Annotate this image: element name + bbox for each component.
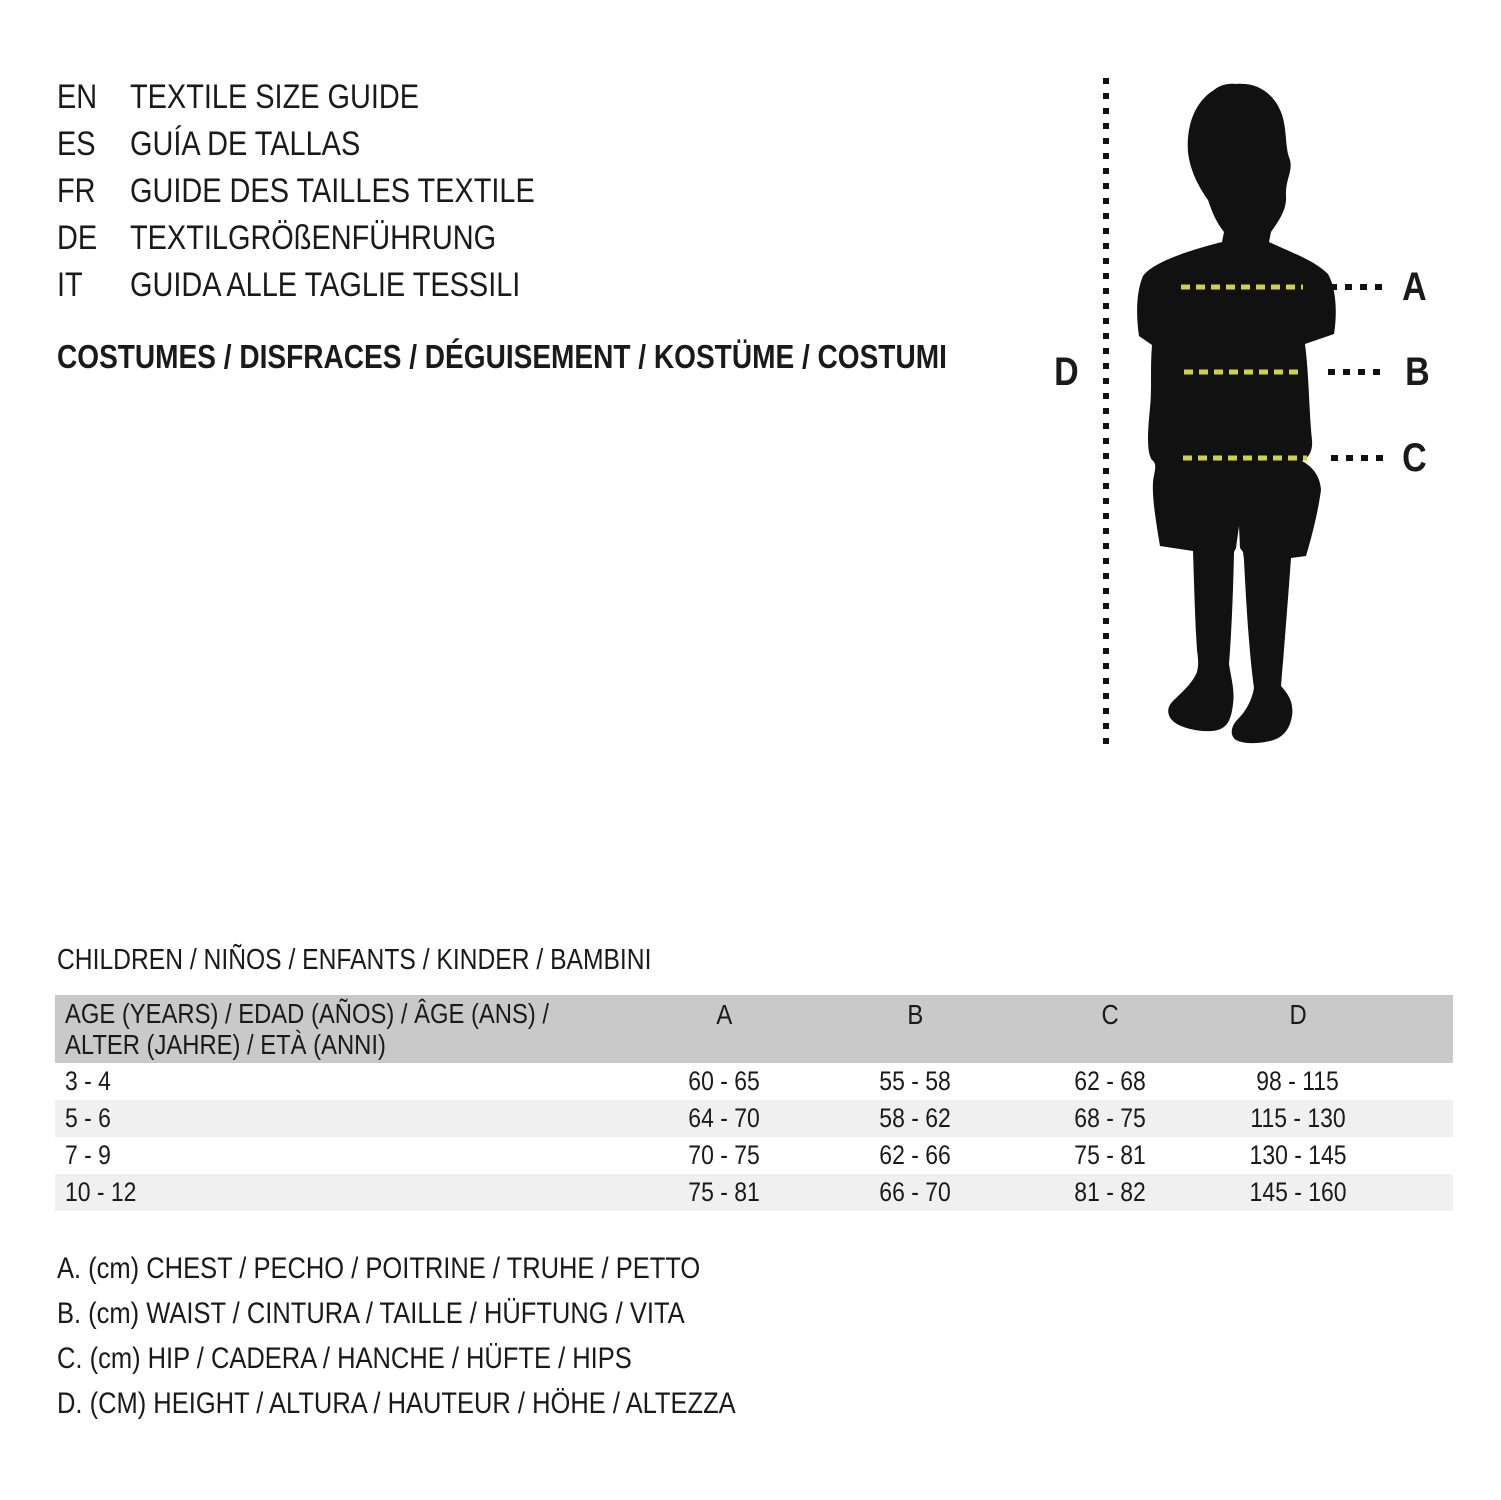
height-cell: 98 - 115 [1256,1066,1340,1096]
age-cell: 5 - 6 [65,1103,111,1133]
chest-cell: 70 - 75 [688,1140,760,1170]
hip-cell: 62 - 68 [1074,1066,1146,1096]
height-cell: 145 - 160 [1249,1177,1347,1207]
lang-row-es [57,121,606,168]
waist-cell: 55 - 58 [879,1066,951,1096]
column-header-c: C [1101,999,1119,1030]
chest-cell: 75 - 81 [688,1177,760,1207]
height-cell: 130 - 145 [1249,1140,1347,1170]
waist-cell: 58 - 62 [879,1103,951,1133]
hip-cell: 68 - 75 [1074,1103,1146,1133]
column-header-b: B [907,999,923,1030]
child-silhouette-figure [1040,60,1460,760]
lang-row-it [57,262,606,309]
lang-code-es: ES [57,125,96,163]
category-heading: COSTUMES / DISFRACES / DÉGUISEMENT / KOSTÜME / COSTUMI [57,338,947,375]
legend-chest: A. (cm) CHEST / PECHO / POITRINE / TRUHE / PETTO [57,1252,701,1285]
table-row [55,1174,1453,1211]
lang-row-fr [57,168,606,215]
measure-label-waist: B [1404,350,1430,394]
lang-code-it: IT [57,266,83,304]
legend-waist: B. (cm) WAIST / CINTURA / TAILLE / HÜFTUNG / VITA [57,1297,685,1330]
lang-title-en: TEXTILE SIZE GUIDE [130,78,420,116]
legend-height: D. (CM) HEIGHT / ALTURA / HAUTEUR / HÖHE / ALTEZZA [57,1387,736,1420]
legend-hip: C. (cm) HIP / CADERA / HANCHE / HÜFTE / HIPS [57,1342,632,1375]
age-cell: 10 - 12 [65,1177,137,1207]
waist-cell: 62 - 66 [879,1140,951,1170]
measurement-legend [57,1246,855,1426]
lang-row-en [57,74,606,121]
lang-title-de: TEXTILGRÖßENFÜHRUNG [130,219,497,257]
age-column-header: AGE (YEARS) / EDAD (AÑOS) / ÂGE (ANS) / ALTER (JAHRE) / ETÀ (ANNI) [65,998,550,1060]
chest-cell: 60 - 65 [688,1066,760,1096]
measure-label-hip: C [1401,436,1427,480]
lang-code-fr: FR [57,172,96,210]
measure-label-height: D [1053,350,1079,394]
height-cell: 115 - 130 [1250,1103,1346,1133]
age-cell: 3 - 4 [65,1066,111,1096]
size-table [55,995,1453,1211]
measure-label-chest: A [1401,265,1427,309]
lang-title-it: GUIDA ALLE TAGLIE TESSILI [130,266,521,304]
language-title-list [57,74,606,309]
hip-cell: 81 - 82 [1074,1177,1146,1207]
table-row [55,1100,1453,1137]
age-cell: 7 - 9 [65,1140,111,1170]
lang-title-es: GUÍA DE TALLAS [130,125,361,163]
waist-cell: 66 - 70 [879,1177,951,1207]
chest-cell: 64 - 70 [688,1103,760,1133]
lang-code-en: EN [57,78,98,116]
child-silhouette [1137,84,1336,743]
table-row [55,1137,1453,1174]
table-row [55,1063,1453,1100]
table-header-row [55,995,1453,1063]
column-header-a: A [716,999,732,1030]
column-header-d: D [1289,999,1307,1030]
lang-code-de: DE [57,219,98,257]
table-title-children: CHILDREN / NIÑOS / ENFANTS / KINDER / BAMBINI [57,944,652,976]
hip-cell: 75 - 81 [1074,1140,1146,1170]
lang-row-de [57,215,606,262]
lang-title-fr: GUIDE DES TAILLES TEXTILE [130,172,535,210]
